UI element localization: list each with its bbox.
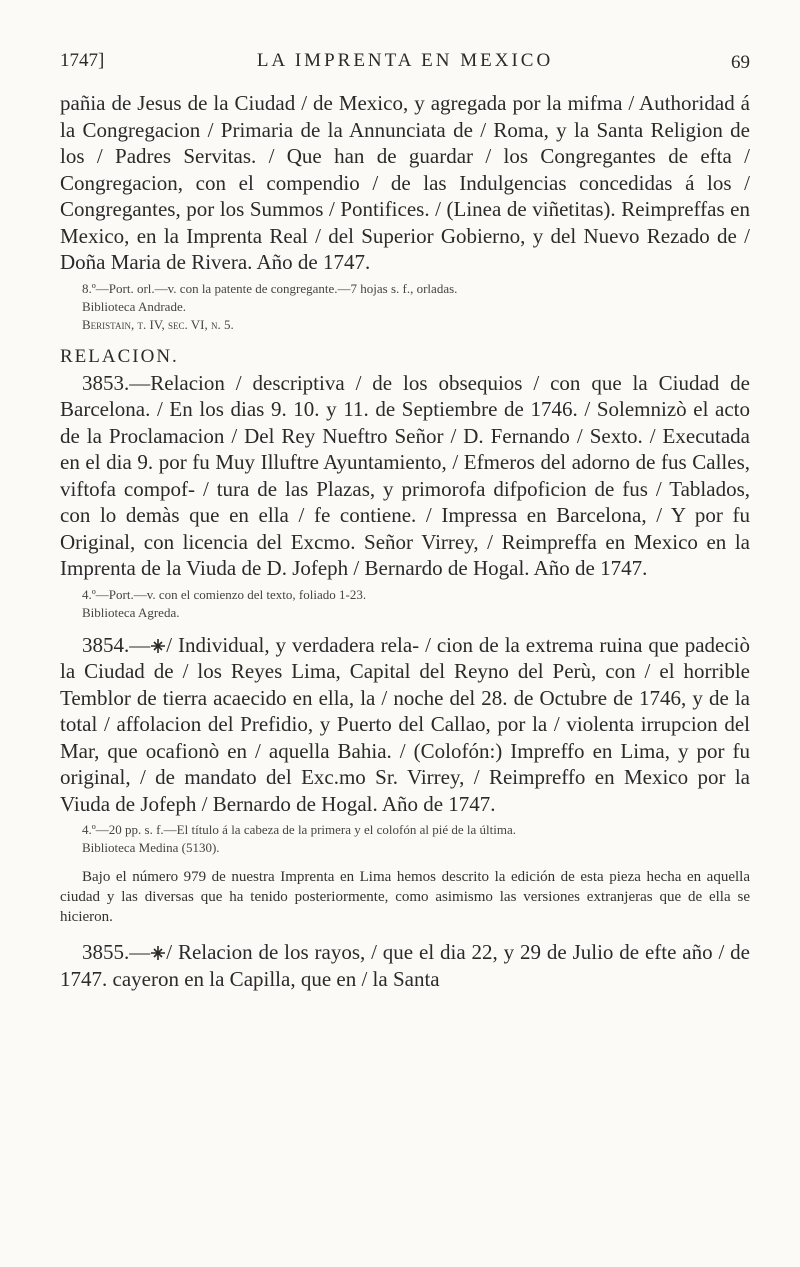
running-head [60, 50, 750, 90]
entry-3853-library: Biblioteca Agreda. [82, 604, 180, 620]
entry-3854-number: 3854.— [82, 632, 151, 657]
entry-3853-text: 3853.—Relacion / descriptiva / de los obsequios / con que la Ciudad de Barcelona. / En los dias 9. 10. y 11. de Septiembre de 1746. / Solemnizò el acto de la Proclamacion / Del Rey Nueftro Señor / D. Fernando / Sexto. / Executada en el dia 9. por fu Muy Illuftre Ayuntamiento, / Efmeros del adorno de fus Calles, viftofa compof- / tura de las Plazas, y primorofa difpoficion de fus / Tablados, con lo demàs que en ella / fe contiene. / Impressa en Barcelona, / Y por fu Original, con licencia del Excmo. Señor Virrey, / Reimpreffa en Mexico en la Imprenta de la Viuda de D. Jofeph / Bernardo de Hogal. Año de 1747. [60, 370, 750, 580]
continuation-meta [60, 280, 750, 334]
entry-3854-library: Biblioteca Medina (5130). [82, 840, 220, 855]
entry-3854-text: / Individual, y verdadera rela- / cion de la extrema ruina que padeciò la Ciudad de / los Reyes Lima, Capital del Reyno del Perù, con / el horrible Temblor de tierra acaecido en ella, la / noche del 28. de Octubre de 1746, y de la total / affolacion del Prefidio, y Puerto del Callao, por la / violenta irrupcion del Mar, que ocafionò en / aquella Bahia. / (Colofón:) Impreffo en Lima, y por fu original, / de mandato del Exc.mo Sr. Virrey, / Reimpreffo en Mexico por la Viuda de Jofeph / Bernardo de Hogal. Año de 1747. [60, 632, 750, 816]
book-page [60, 50, 750, 992]
entry-3854 [60, 632, 750, 818]
cross-ornament-icon [150, 638, 166, 654]
entry-3854-note: Bajo el número 979 de nuestra Imprenta en Lima hemos descrito la edición de esta pieza hecha en aquella ciudad y las diversas que ha tenido posteriormente, como asimismo las versiones extranjeras que de ella se hicieron. [60, 869, 750, 925]
continuation-text: pañia de Jesus de la Ciudad / de Mexico, y agregada por la mifma / Authoridad á la Congregacion / Primaria de la Annunciata de / Roma, y la Santa Religion de los / Padres Servitas. / Que han de guardar / los Congregantes de efta / Congregacion, con el compendio / de las Indulgencias concedidas á los / Congregantes, por los Summos / Pontifices. / (Linea de viñetitas). Reimpreffas en Mexico, en la Imprenta Real / del Superior Gobierno, y del Nuevo Rezado de / Doña Maria de Rivera. Año de 1747. [60, 91, 750, 274]
entry-3855-text: / Relacion de los rayos, / que el dia 22, y 29 de Julio de efte año / de 1747. cayeron en la Capilla, que en / la Santa [60, 940, 750, 991]
cross-ornament-icon [150, 945, 166, 961]
entry-3855-number: 3855.— [82, 940, 151, 964]
continuation-reference: Beristain, t. IV, sec. VI, n. 5. [82, 316, 234, 332]
page-number: 69 [731, 52, 750, 73]
entry-3855 [60, 939, 750, 992]
running-head-title: LA IMPRENTA EN MEXICO [256, 50, 554, 71]
entry-3853-format: 4.º—Port.—v. con el comienzo del texto, foliado 1-23. [82, 586, 367, 602]
entry-3854-format: 4.º—20 pp. s. f.—El título á la cabeza de la primera y el colofón al pié de la última. [82, 822, 516, 837]
running-head-year: 1747] [60, 50, 105, 71]
continuation-library: Biblioteca Andrade. [82, 298, 186, 314]
section-heading: RELACION. [60, 345, 179, 367]
entry-3854-meta [60, 821, 750, 857]
entry-3853-meta [60, 586, 750, 622]
continuation-format: 8.º—Port. orl.—v. con la patente de congregante.—7 hojas s. f., orladas. [82, 280, 458, 296]
